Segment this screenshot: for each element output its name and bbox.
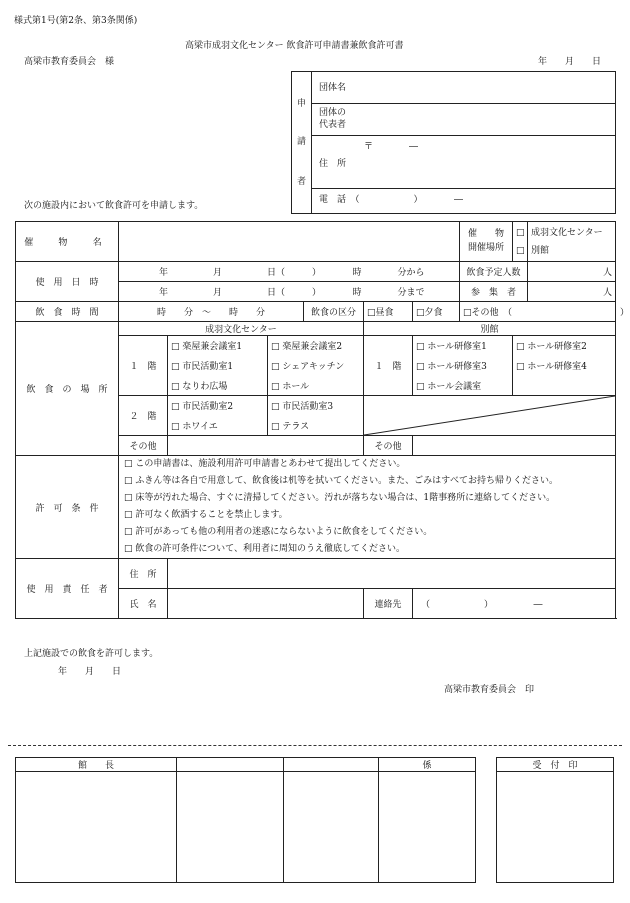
eat-type-other[interactable]: □その他 （ ） — [460, 302, 616, 322]
eat-type-dinner[interactable]: □夕食 — [413, 302, 460, 322]
main-form-table — [15, 221, 630, 619]
condition-item-4[interactable]: □ 許可なく飲酒することを禁止します。 — [124, 510, 288, 520]
approval-issuer: 高梁市教育委員会 印 — [444, 685, 535, 695]
reception-table — [496, 757, 614, 883]
intro-text: 次の施設内において飲食許可を申請します。 — [24, 201, 204, 211]
representative-label-1: 団体の — [319, 108, 347, 118]
office-header-blank-2 — [284, 758, 379, 772]
group-name-field[interactable]: 団体名 — [319, 83, 347, 93]
room-annex-f1-5[interactable]: □ ホール会議室 — [413, 376, 513, 396]
planned-count-field[interactable]: 人 — [528, 262, 616, 282]
applicant-side-label-3: 者 — [297, 177, 307, 187]
eat-time-field[interactable]: 時 分 ～ 時 分 — [119, 302, 304, 322]
responsible-contact-label: 連絡先 — [364, 589, 413, 619]
use-date-end[interactable]: 年 月 日（ ） 時 分まで — [119, 282, 460, 302]
room-annex-f1-1[interactable]: □ ホール研修室1 — [413, 336, 513, 356]
room-center-f1-2[interactable]: □ 楽屋兼会議室2 — [268, 336, 364, 356]
applicant-side-label-2: 請 — [297, 137, 307, 147]
venue-checkboxes[interactable]: □ □ — [513, 222, 528, 262]
planned-count-label: 飲食予定人数 — [460, 262, 528, 282]
venue-label: 催 物 開催場所 — [460, 222, 513, 262]
representative-label-2: 代表者 — [319, 120, 347, 130]
office-stamp-cell-1[interactable] — [177, 772, 284, 883]
director-header: 館 長 — [16, 758, 177, 772]
room-center-f2-1[interactable]: □ 市民活動室2 — [168, 396, 268, 416]
applicant-box — [291, 71, 616, 214]
center-floor1-label: １ 階 — [119, 336, 168, 396]
room-annex-f1-4[interactable]: □ ホール研修室4 — [513, 356, 616, 376]
responsible-address-field[interactable] — [168, 559, 616, 589]
center-header: 成羽文化センター — [119, 322, 364, 336]
applicant-side-label-1: 申 — [297, 99, 307, 109]
approval-date[interactable]: 年 月 日 — [58, 667, 122, 677]
participants-label: 参 集 者 — [460, 282, 528, 302]
addressee: 高梁市教育委員会 様 — [24, 57, 115, 67]
venue-options: 成羽文化センター 別館 — [528, 222, 616, 262]
room-annex-f1-2[interactable]: □ ホール研修室2 — [513, 336, 616, 356]
event-name-label: 催 物 名 — [16, 222, 119, 262]
staff-stamp-cell[interactable] — [379, 772, 476, 883]
event-name-field[interactable] — [119, 222, 460, 262]
staff-header: 係 — [379, 758, 476, 772]
use-date-label: 使 用 日 時 — [16, 262, 119, 302]
room-center-f1-4[interactable]: □ シェアキッチン — [268, 356, 364, 376]
room-annex-f1-3[interactable]: □ ホール研修室3 — [413, 356, 513, 376]
eat-time-label: 飲 食 時 間 — [16, 302, 119, 322]
annex-other-field[interactable] — [413, 436, 616, 456]
conditions-label: 許 可 条 件 — [16, 456, 119, 559]
application-date[interactable]: 年 月 日 — [538, 57, 602, 67]
room-center-f1-3[interactable]: □ 市民活動室1 — [168, 356, 268, 376]
postal-code-field[interactable]: 〒 ― — [364, 142, 419, 152]
annex-header: 別館 — [364, 322, 616, 336]
condition-item-6[interactable]: □ 飲食の許可条件について、利用者に周知のうえ徹底してください。 — [124, 544, 406, 554]
page-title: 高梁市成羽文化センター 飲食許可申請書兼飲食許可書 — [185, 41, 404, 51]
conditions-list — [119, 456, 616, 559]
responsible-contact-field[interactable]: （ ） ― — [413, 589, 616, 619]
annex-floor2-na — [364, 396, 616, 436]
annex-other-label: その他 — [364, 436, 413, 456]
phone-field[interactable]: 電 話 （ ） ― — [319, 195, 464, 205]
diagonal-strike — [364, 396, 615, 435]
office-stamp-cell-2[interactable] — [284, 772, 379, 883]
responsible-name-label: 氏 名 — [119, 589, 168, 619]
condition-item-3[interactable]: □ 床等が汚れた場合、すぐに清掃してください。汚れが落ちない場合は、1階事務所に連絡してください。 — [124, 493, 556, 503]
use-date-start[interactable]: 年 月 日（ ） 時 分から — [119, 262, 460, 282]
room-center-f2-3[interactable]: □ ホワイエ — [168, 416, 268, 436]
condition-item-2[interactable]: □ ふきん等は各自で用意して、飲食後は机等を拭いてください。また、ごみはすべてお持ち帰りください。 — [124, 476, 559, 486]
director-stamp-cell[interactable] — [16, 772, 177, 883]
eat-type-lunch[interactable]: □昼食 — [364, 302, 413, 322]
approval-statement: 上記施設での飲食を許可します。 — [24, 649, 159, 659]
empty-cell — [513, 376, 616, 396]
office-header-blank-1 — [177, 758, 284, 772]
places-label: 飲 食 の 場 所 — [16, 322, 119, 456]
condition-item-1[interactable]: □ この申請書は、施設利用許可申請書とあわせて提出してください。 — [124, 459, 406, 469]
form-number: 様式第1号(第2条、第3条関係) — [14, 16, 138, 26]
eat-type-label: 飲食の区分 — [304, 302, 364, 322]
condition-item-5[interactable]: □ 許可があっても他の利用者の迷惑にならないように飲食をしてください。 — [124, 527, 433, 537]
office-table — [15, 757, 476, 883]
room-center-f1-1[interactable]: □ 楽屋兼会議室1 — [168, 336, 268, 356]
reception-header: 受 付 印 — [497, 758, 614, 772]
responsible-name-field[interactable] — [168, 589, 364, 619]
annex-floor1-label: １ 階 — [364, 336, 413, 396]
cut-line — [8, 745, 622, 746]
room-center-f2-4[interactable]: □ テラス — [268, 416, 364, 436]
address-field[interactable]: 住 所 — [319, 159, 347, 169]
reception-stamp-cell[interactable] — [497, 772, 614, 883]
center-other-field[interactable] — [168, 436, 364, 456]
room-center-f2-2[interactable]: □ 市民活動室3 — [268, 396, 364, 416]
participants-field[interactable]: 人 — [528, 282, 616, 302]
room-center-f1-6[interactable]: □ ホール — [268, 376, 364, 396]
center-floor2-label: ２ 階 — [119, 396, 168, 436]
responsible-address-label: 住 所 — [119, 559, 168, 589]
applicant-side-column — [292, 72, 312, 213]
center-other-label: その他 — [119, 436, 168, 456]
room-center-f1-5[interactable]: □ なりわ広場 — [168, 376, 268, 396]
responsible-label: 使 用 責 任 者 — [16, 559, 119, 619]
